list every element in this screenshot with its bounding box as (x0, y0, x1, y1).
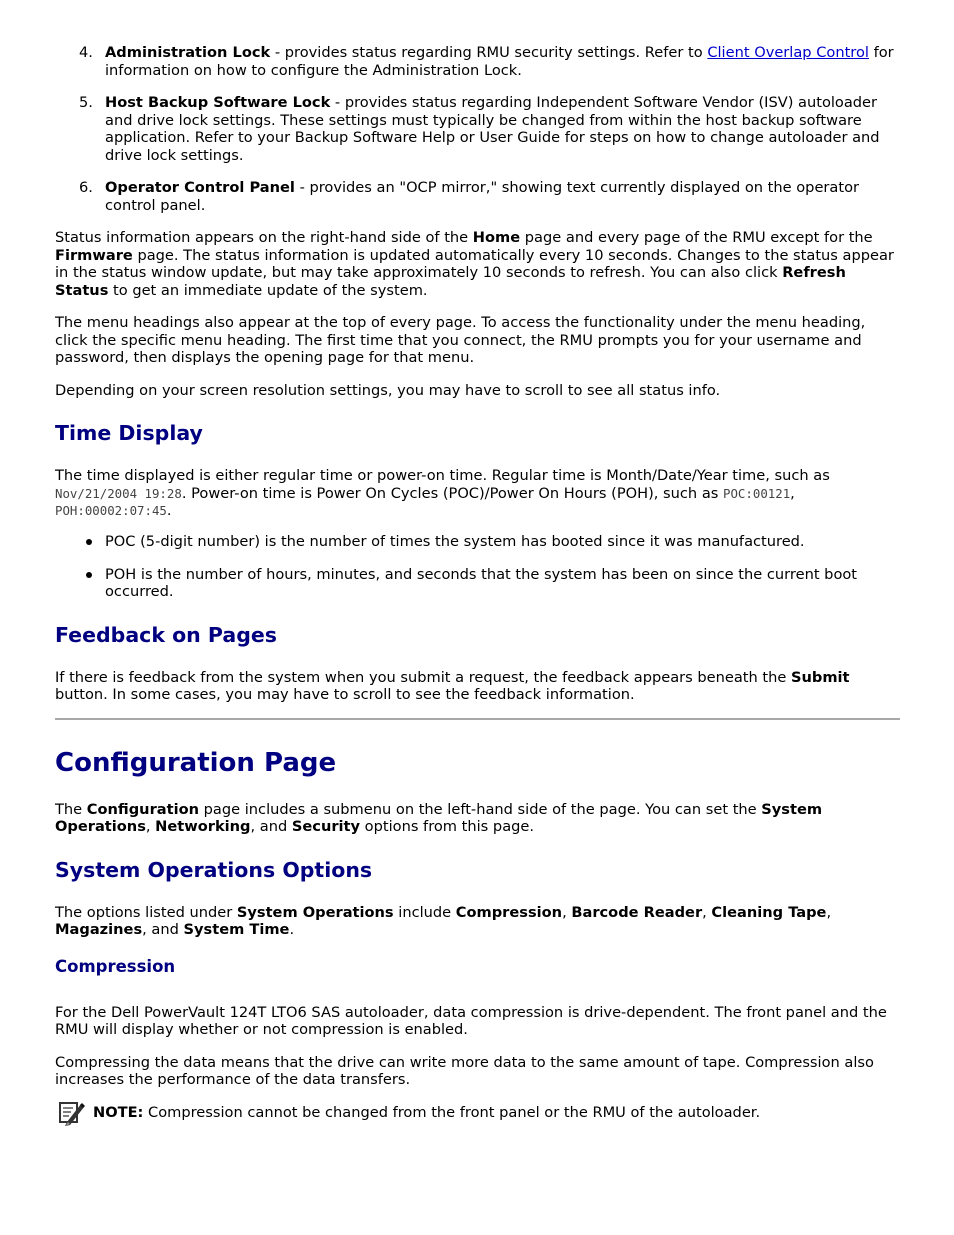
list-term: Operator Control Panel (105, 179, 295, 196)
poc-example: POC:00121 (723, 485, 791, 501)
configuration-page-heading: Configuration Page (55, 747, 337, 778)
note-label: NOTE: (93, 1103, 144, 1121)
section-divider (55, 718, 900, 720)
list-number: 4. (79, 44, 93, 61)
time-display-heading: Time Display (55, 421, 203, 445)
feedback-paragraph: If there is feedback from the system when you submit a request, the feedback appears beneath the Submit button. In some cases, you may have to scroll to see the feedback information. (55, 668, 850, 703)
list-term: Administration Lock (105, 44, 271, 61)
list-item: POC (5-digit number) is the number of times the system has booted since it was manufactured. (55, 533, 900, 551)
status-items-list (55, 44, 900, 214)
system-operations-paragraph: The options listed under System Operations include Compression, Barcode Reader, Cleaning Tape, Magazines, and System Time. (55, 903, 832, 938)
poh-example: POH:00002:07:45 (55, 503, 167, 518)
configuration-paragraph: The Configuration page includes a submenu on the left-hand side of the page. You can set the System Operations, Networking, and Security options from this page. (55, 800, 823, 835)
note-pencil-icon (59, 1100, 85, 1126)
list-item: 6. Operator Control Panel - provides an "OCP mirror," showing text currently displayed on the operator control panel. (79, 179, 860, 214)
list-number: 6. (79, 179, 93, 196)
note-box (55, 1100, 900, 1126)
note-text: NOTE: Compression cannot be changed from the front panel or the RMU of the autoloader. (93, 1103, 761, 1121)
list-item: 4. Administration Lock - provides status regarding RMU security settings. Refer to Client Overlap Control for information on how to configure the Administration Lock. (79, 44, 894, 79)
regular-time-example: Nov/21/2004 19:28 (55, 485, 182, 501)
list-term: Host Backup Software Lock (105, 94, 331, 111)
time-bullets (55, 533, 900, 601)
time-display-paragraph: The time displayed is either regular time or power-on time. Regular time is Month/Date/Year time, such as Nov/21/2004 19:28. Power-on time is Power On Cycles (POC)/Power On Hours (POH), such as POC:00121, POH:00002:07:45. (55, 467, 830, 519)
compression-paragraph-2: Compressing the data means that the drive can write more data to the same amount of tape. Compression also increases the performance of the data transfers. (55, 1053, 874, 1088)
scroll-paragraph: Depending on your screen resolution settings, you may have to scroll to see all status info. (55, 381, 721, 399)
menu-paragraph: The menu headings also appear at the top of every page. To access the functionality under the menu heading, click the specific menu heading. The first time that you connect, the RMU prompts you for your username and password, then displays the opening page for that menu. (55, 314, 866, 366)
feedback-heading: Feedback on Pages (55, 622, 277, 647)
list-number: 5. (79, 94, 93, 111)
client-overlap-control-link[interactable]: Client Overlap Control (707, 44, 869, 61)
document-page (55, 44, 900, 1126)
status-paragraph: Status information appears on the right-hand side of the Home page and every page of the RMU except for the Firmware page. The status information is updated automatically every 10 seconds. Changes to the status appear in the status window update, but may take approximately 10 seconds to refresh. You can also click Refresh Status to get an immediate update of the system. (55, 229, 894, 299)
compression-paragraph-1: For the Dell PowerVault 124T LTO6 SAS autoloader, data compression is drive-dependent. The front panel and the RMU will display whether or not compression is enabled. (55, 1003, 887, 1038)
system-operations-heading: System Operations Options (55, 857, 373, 882)
list-item: 5. Host Backup Software Lock - provides status regarding Independent Software Vendor (ISV) autoloader and drive lock settings. These settings must typically be changed from within the host backup software application. Refer to your Backup Software Help or User Guide for steps on how to change autoloader and drive lock settings. (79, 94, 880, 164)
list-item: POH is the number of hours, minutes, and seconds that the system has been on since the current boot occurred. (55, 566, 900, 601)
compression-heading: Compression (55, 956, 176, 976)
